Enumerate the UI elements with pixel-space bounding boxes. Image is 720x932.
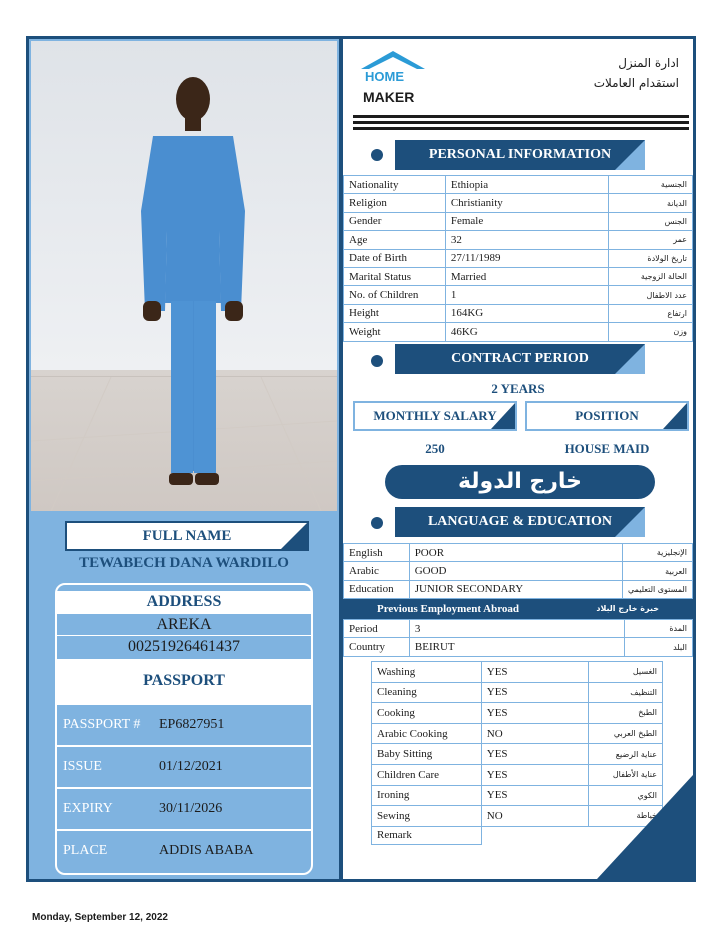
arabic-title-line-2: استقدام العاملات	[593, 76, 679, 90]
skill-row-value: YES	[481, 764, 588, 785]
bullet-icon	[371, 149, 383, 161]
personal-info-row-label: Nationality	[344, 176, 446, 194]
language-row-label: English	[344, 544, 410, 562]
full-name-label	[65, 521, 309, 551]
language-row-label: Arabic	[344, 562, 410, 580]
language-row-arabic-label: الإنجليزية	[622, 544, 692, 562]
skill-row	[372, 662, 663, 683]
personal-info-row-value: Christianity	[445, 194, 608, 212]
language-row	[344, 562, 693, 580]
passport-place-row	[57, 829, 311, 871]
skill-row-arabic-label: الطبخ	[589, 703, 663, 724]
language-table	[343, 543, 693, 599]
previous-employment-row	[344, 620, 693, 638]
skill-row	[372, 723, 663, 744]
bullet-icon	[371, 517, 383, 529]
passport-heading: PASSPORT	[57, 659, 311, 703]
skill-row	[372, 682, 663, 703]
language-education-title: LANGUAGE & EDUCATION	[427, 514, 613, 529]
personal-info-row-value: 32	[445, 231, 608, 249]
previous-employment-table	[343, 619, 693, 657]
address-passport-card	[55, 583, 313, 875]
language-row-label: Education	[344, 580, 410, 598]
personal-info-row-value: 164KG	[445, 304, 608, 322]
skill-row-value: YES	[481, 662, 588, 683]
skill-row-arabic-label: التنظيف	[589, 682, 663, 703]
language-row	[344, 580, 693, 598]
skill-row-value: YES	[481, 744, 588, 765]
corner-decoration	[597, 775, 693, 879]
logo-home-text: HOME	[365, 69, 404, 84]
skill-row-arabic-label: عناية الأطفال	[589, 764, 663, 785]
personal-info-row-label: Weight	[344, 323, 446, 341]
personal-info-row	[344, 323, 693, 341]
language-row	[344, 544, 693, 562]
language-row-arabic-label: العربية	[622, 562, 692, 580]
personal-info-row-arabic-label: ارتفاع	[609, 304, 693, 322]
personal-info-row-label: Date of Birth	[344, 249, 446, 267]
personal-info-row-arabic-label: وزن	[609, 323, 693, 341]
personal-info-row-arabic-label: الجنسية	[609, 176, 693, 194]
candidate-figure	[31, 41, 337, 511]
personal-info-row-value: Ethiopia	[445, 176, 608, 194]
personal-info-row	[344, 212, 693, 230]
personal-info-row	[344, 249, 693, 267]
skill-row-label: Cooking	[372, 703, 482, 724]
personal-info-row	[344, 194, 693, 212]
passport-number-row	[57, 703, 311, 745]
personal-info-row-label: No. of Children	[344, 286, 446, 304]
passport-number-label: PASSPORT #	[63, 717, 141, 732]
skill-row	[372, 744, 663, 765]
personal-info-row-value: 46KG	[445, 323, 608, 341]
monthly-salary-label	[353, 401, 517, 431]
right-column	[343, 39, 693, 879]
contract-period-title: CONTRACT PERIOD	[451, 351, 589, 366]
personal-info-banner	[395, 140, 645, 170]
personal-info-row-arabic-label: تاريخ الولادة	[609, 249, 693, 267]
previous-employment-banner	[343, 599, 693, 619]
skill-row-label: Children Care	[372, 764, 482, 785]
left-column	[29, 39, 339, 879]
previous-employment-row-value: BEIRUT	[409, 638, 624, 656]
skill-row-label: Arabic Cooking	[372, 723, 482, 744]
logo-maker-text: MAKER	[363, 89, 415, 105]
skill-row-arabic-label: عناية الرضيع	[589, 744, 663, 765]
personal-info-row-arabic-label: الديانة	[609, 194, 693, 212]
skill-row-arabic-label: خياطة	[589, 806, 663, 827]
outside-country-badge: خارج الدولة	[385, 465, 655, 499]
skill-row-label: Sewing	[372, 806, 482, 827]
previous-employment-row-arabic-label: المدة	[625, 620, 693, 638]
home-maker-logo	[353, 47, 433, 107]
previous-employment-title-ar: خبرة خارج البلاد	[596, 604, 659, 613]
language-row-value: JUNIOR SECONDARY	[409, 580, 622, 598]
personal-info-row-arabic-label: الجنس	[609, 212, 693, 230]
full-name-label-text: FULL NAME	[142, 528, 232, 544]
personal-info-row	[344, 304, 693, 322]
skill-row-label: Baby Sitting	[372, 744, 482, 765]
skill-row-value: NO	[481, 723, 588, 744]
language-row-arabic-label: المستوى التعليمي	[622, 580, 692, 598]
previous-employment-row	[344, 638, 693, 656]
passport-issue-label: ISSUE	[63, 759, 102, 774]
personal-info-title: PERSONAL INFORMATION	[428, 147, 612, 162]
passport-expiry-value: 30/11/2026	[159, 801, 223, 816]
language-row-value: GOOD	[409, 562, 622, 580]
personal-info-row-arabic-label: عدد الاطفال	[609, 286, 693, 304]
agency-arabic-title	[594, 53, 679, 93]
skill-row-label: Cleaning	[372, 682, 482, 703]
personal-info-table	[343, 175, 693, 342]
personal-info-row-label: Gender	[344, 212, 446, 230]
skill-row-arabic-label: الكوي	[589, 785, 663, 806]
personal-info-row	[344, 286, 693, 304]
bullet-icon	[371, 355, 383, 367]
phone-number: 00251926461437	[57, 635, 311, 657]
passport-expiry-row	[57, 787, 311, 829]
personal-info-row	[344, 231, 693, 249]
position-value: HOUSE MAID	[564, 441, 650, 456]
previous-employment-row-label: Period	[344, 620, 410, 638]
passport-issue-row	[57, 745, 311, 787]
candidate-photo	[31, 41, 337, 511]
personal-info-row-arabic-label: عمر	[609, 231, 693, 249]
previous-employment-row-label: Country	[344, 638, 410, 656]
skill-row-value: YES	[481, 682, 588, 703]
skill-row-arabic-label: الطبخ العربي	[589, 723, 663, 744]
header-stripes	[353, 115, 689, 133]
personal-info-row	[344, 267, 693, 285]
skill-row-label: Washing	[372, 662, 482, 683]
personal-info-row-value: 1	[445, 286, 608, 304]
skill-row	[372, 703, 663, 724]
passport-number-value: EP6827951	[159, 717, 225, 732]
passport-expiry-label: EXPIRY	[63, 801, 113, 816]
cv-sheet	[26, 36, 696, 882]
passport-place-label: PLACE	[63, 843, 108, 858]
monthly-salary-value: 250	[425, 441, 445, 456]
language-row-value: POOR	[409, 544, 622, 562]
personal-info-row-value: Female	[445, 212, 608, 230]
previous-employment-row-value: 3	[409, 620, 624, 638]
position-label-text: POSITION	[575, 408, 639, 423]
personal-info-row-label: Height	[344, 304, 446, 322]
skill-row-value: YES	[481, 703, 588, 724]
skill-row-value: NO	[481, 806, 588, 827]
contract-period-value: 2 YEARS	[491, 381, 545, 396]
skill-row-value: YES	[481, 785, 588, 806]
personal-info-row	[344, 176, 693, 194]
skill-row-label: Ironing	[372, 785, 482, 806]
full-name: TEWABECH DANA WARDILO	[79, 555, 289, 571]
address-heading: ADDRESS	[57, 591, 311, 613]
position-label	[525, 401, 689, 431]
passport-issue-value: 01/12/2021	[159, 759, 223, 774]
personal-info-row-value: Married	[445, 267, 608, 285]
personal-info-row-label: Age	[344, 231, 446, 249]
personal-info-row-arabic-label: الحالة الزوجية	[609, 267, 693, 285]
remark-label: Remark	[372, 826, 482, 844]
footer-date: Monday, September 12, 2022	[32, 912, 168, 923]
personal-info-row-label: Religion	[344, 194, 446, 212]
personal-info-row-value: 27/11/1989	[445, 249, 608, 267]
address-city: AREKA	[57, 613, 311, 635]
contract-period-banner	[395, 344, 645, 374]
personal-info-row-label: Marital Status	[344, 267, 446, 285]
previous-employment-row-arabic-label: البلد	[625, 638, 693, 656]
arabic-title-line-1: ادارة المنزل	[618, 56, 679, 70]
monthly-salary-label-text: MONTHLY SALARY	[373, 408, 497, 423]
language-education-banner	[395, 507, 645, 537]
skill-row-arabic-label: الغسيل	[589, 662, 663, 683]
passport-place-value: ADDIS ABABA	[159, 843, 254, 858]
previous-employment-title: Previous Employment Abroad	[377, 603, 519, 615]
